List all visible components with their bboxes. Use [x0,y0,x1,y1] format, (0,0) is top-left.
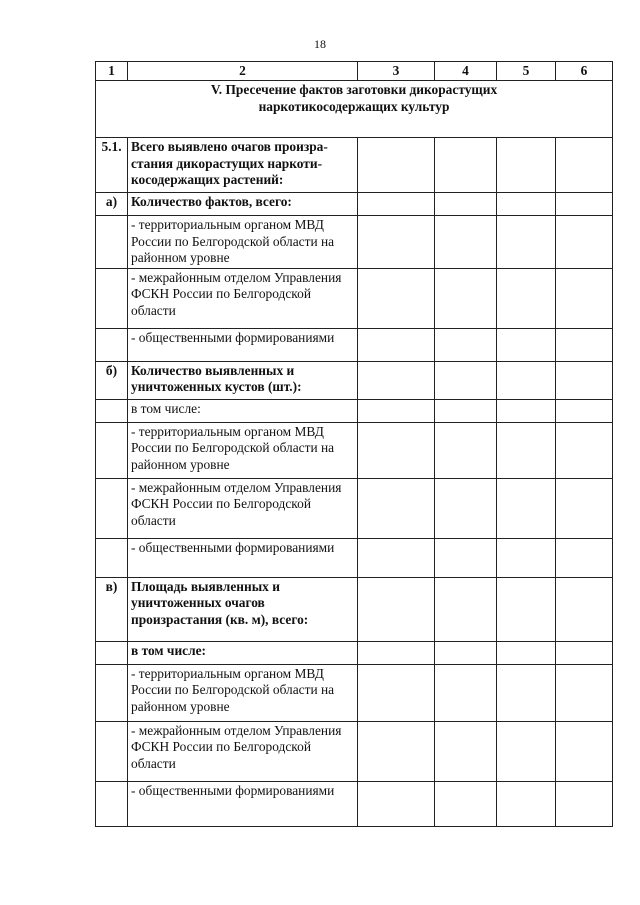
value-cell-col-3[interactable] [358,216,435,269]
value-cell-col-6[interactable] [556,268,613,328]
row-description: Количество фактов, всего: [128,193,358,216]
row-description: Всего выявлено очагов произра-стания дикорастущих наркоти-косодержащих растений: [128,138,358,193]
table-row [96,781,613,826]
value-cell-col-6[interactable] [556,478,613,538]
value-cell-col-3[interactable] [358,328,435,361]
report-table [95,61,613,827]
table-row [96,361,613,399]
section-title-row [96,81,613,138]
row-description: в том числе: [128,399,358,422]
value-cell-col-5[interactable] [497,328,556,361]
value-cell-col-6[interactable] [556,721,613,781]
value-cell-col-4[interactable] [435,399,497,422]
table-row [96,399,613,422]
value-cell-col-4[interactable] [435,781,497,826]
table-row [96,422,613,478]
row-number [96,641,128,664]
table-row [96,538,613,577]
value-cell-col-4[interactable] [435,422,497,478]
value-cell-col-3[interactable] [358,577,435,641]
table-row [96,216,613,269]
value-cell-col-6[interactable] [556,399,613,422]
value-cell-col-3[interactable] [358,422,435,478]
value-cell-col-4[interactable] [435,721,497,781]
value-cell-col-4[interactable] [435,138,497,193]
value-cell-col-6[interactable] [556,193,613,216]
value-cell-col-6[interactable] [556,138,613,193]
value-cell-col-6[interactable] [556,781,613,826]
value-cell-col-6[interactable] [556,361,613,399]
column-header-row [96,62,613,81]
page-number: 18 [314,37,326,51]
value-cell-col-6[interactable] [556,664,613,721]
row-number [96,781,128,826]
value-cell-col-6[interactable] [556,641,613,664]
row-description: Количество выявленных и уничтоженных кустов (шт.): [128,361,358,399]
table-row [96,478,613,538]
value-cell-col-5[interactable] [497,577,556,641]
row-description: - общественными формированиями [128,328,358,361]
value-cell-col-3[interactable] [358,664,435,721]
value-cell-col-3[interactable] [358,361,435,399]
value-cell-col-5[interactable] [497,664,556,721]
row-description: - общественными формированиями [128,538,358,577]
value-cell-col-3[interactable] [358,721,435,781]
row-description: Площадь выявленных и уничтоженных очагов произрастания (кв. м), всего: [128,577,358,641]
section-title [96,81,613,138]
value-cell-col-4[interactable] [435,216,497,269]
row-description: в том числе: [128,641,358,664]
value-cell-col-3[interactable] [358,641,435,664]
value-cell-col-6[interactable] [556,538,613,577]
table-row [96,721,613,781]
value-cell-col-5[interactable] [497,138,556,193]
value-cell-col-3[interactable] [358,399,435,422]
value-cell-col-3[interactable] [358,138,435,193]
row-description: - территориальным органом МВД России по Белгородской области на районном уровне [128,664,358,721]
column-header-5: 5 [497,62,556,81]
table-row [96,641,613,664]
column-header-3: 3 [358,62,435,81]
row-description: - общественными формированиями [128,781,358,826]
value-cell-col-6[interactable] [556,216,613,269]
table-row [96,193,613,216]
value-cell-col-5[interactable] [497,216,556,269]
column-header-1: 1 [96,62,128,81]
row-number: а) [96,193,128,216]
row-number: 5.1. [96,138,128,193]
value-cell-col-4[interactable] [435,268,497,328]
value-cell-col-4[interactable] [435,641,497,664]
value-cell-col-5[interactable] [497,538,556,577]
section-title-line-1: V. Пресечение фактов заготовки дикорастущих [210,82,498,97]
table-row [96,138,613,193]
value-cell-col-5[interactable] [497,268,556,328]
row-description: - межрайонным отделом Управления ФСКН России по Белгородской области [128,268,358,328]
row-number [96,478,128,538]
row-number [96,538,128,577]
value-cell-col-5[interactable] [497,399,556,422]
column-header-6: 6 [556,62,613,81]
value-cell-col-5[interactable] [497,422,556,478]
value-cell-col-3[interactable] [358,781,435,826]
value-cell-col-4[interactable] [435,577,497,641]
value-cell-col-5[interactable] [497,781,556,826]
row-number [96,721,128,781]
row-number [96,268,128,328]
row-number: в) [96,577,128,641]
row-number [96,664,128,721]
value-cell-col-6[interactable] [556,422,613,478]
row-description: - межрайонным отделом Управления ФСКН России по Белгородской области [128,721,358,781]
row-description: - межрайонным отделом Управления ФСКН России по Белгородской области [128,478,358,538]
value-cell-col-4[interactable] [435,478,497,538]
value-cell-col-5[interactable] [497,478,556,538]
value-cell-col-6[interactable] [556,577,613,641]
row-description: - территориальным органом МВД России по Белгородской области на районном уровне [128,422,358,478]
table-row [96,664,613,721]
row-number [96,216,128,269]
value-cell-col-3[interactable] [358,538,435,577]
row-number: б) [96,361,128,399]
row-number [96,328,128,361]
value-cell-col-3[interactable] [358,193,435,216]
value-cell-col-4[interactable] [435,538,497,577]
value-cell-col-3[interactable] [358,478,435,538]
row-description: - территориальным органом МВД России по Белгородской области на районном уровне [128,216,358,269]
value-cell-col-4[interactable] [435,664,497,721]
value-cell-col-3[interactable] [358,268,435,328]
value-cell-col-5[interactable] [497,361,556,399]
value-cell-col-4[interactable] [435,193,497,216]
value-cell-col-4[interactable] [435,361,497,399]
value-cell-col-6[interactable] [556,328,613,361]
row-number [96,422,128,478]
table-row [96,268,613,328]
column-header-4: 4 [435,62,497,81]
row-number [96,399,128,422]
value-cell-col-5[interactable] [497,641,556,664]
table-row [96,577,613,641]
value-cell-col-5[interactable] [497,721,556,781]
table-row [96,328,613,361]
section-title-line-2: наркотикосодержащих культур [258,98,450,114]
value-cell-col-4[interactable] [435,328,497,361]
value-cell-col-5[interactable] [497,193,556,216]
column-header-2: 2 [128,62,358,81]
